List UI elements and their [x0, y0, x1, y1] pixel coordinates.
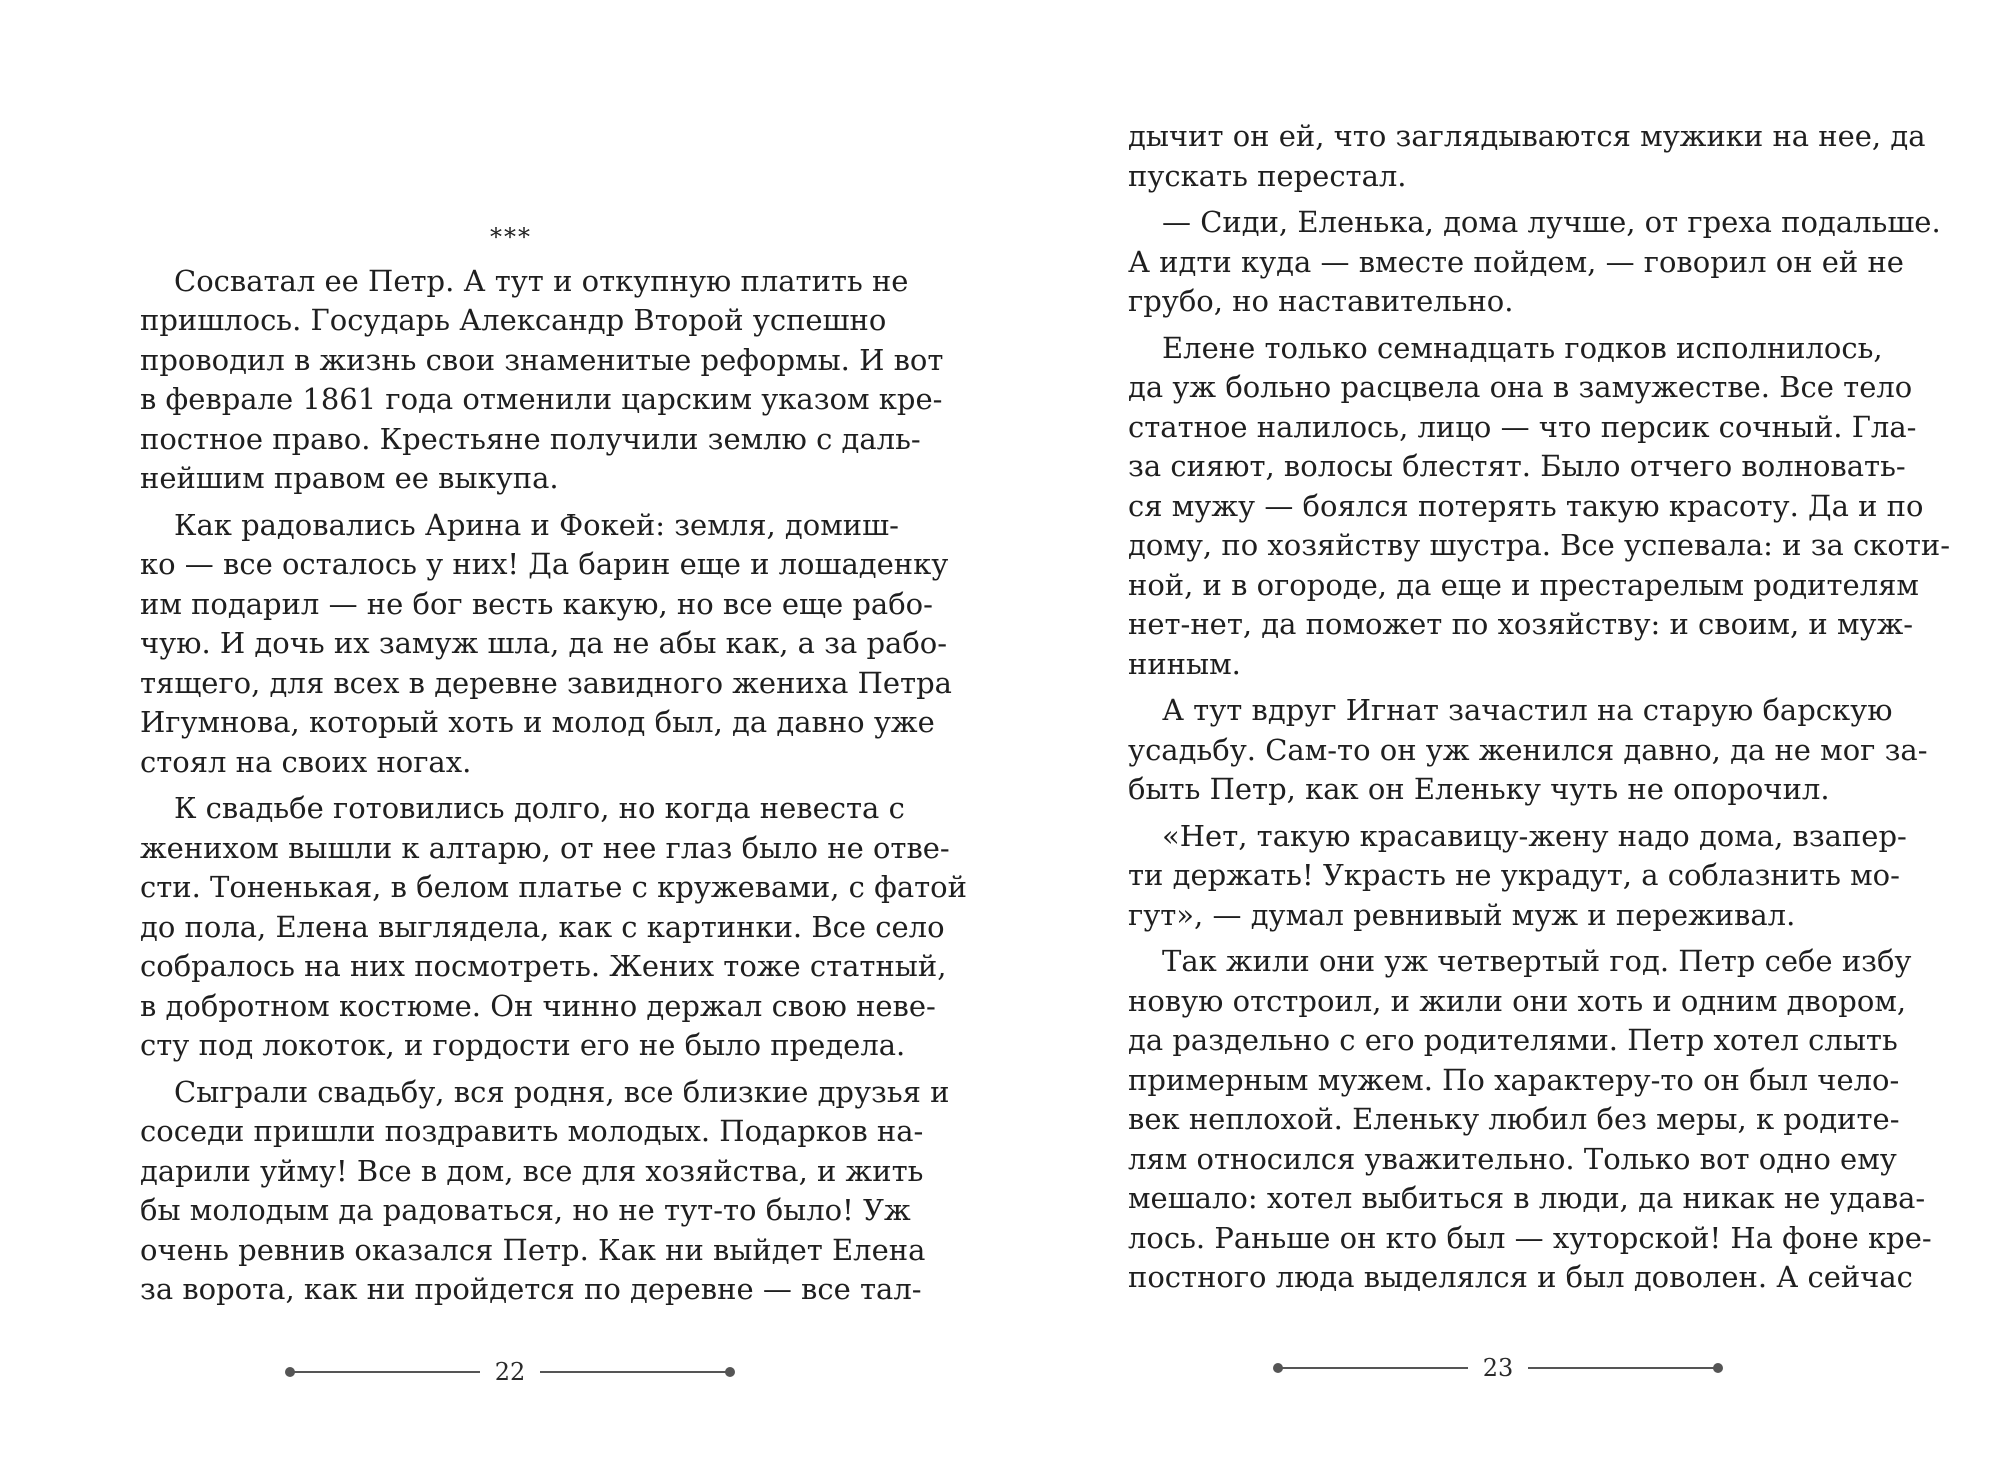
text-line: А тут вдруг Игнат зачастил на старую барскую — [1162, 693, 1893, 727]
text-line: Сыграли свадьбу, вся родня, все близкие друзья и — [174, 1074, 950, 1109]
text-line: ниным. — [1128, 646, 1241, 681]
rule-dot-ornament — [1273, 1363, 1283, 1373]
text-line: да уж больно расцвела она в замужестве. Все тело — [1128, 370, 1913, 404]
text-line: ной, и в огороде, да еще и престарелым родителям — [1128, 567, 1919, 602]
text-line: ко — все осталось у них! Да барин еще и лошаденку — [140, 547, 949, 581]
paragraph — [140, 789, 967, 1066]
text-line: за сияют, волосы блестят. Было отчего волновать- — [1128, 449, 1906, 483]
text-line: Как радовались Арина и Фокей: земля, домиш- — [174, 507, 899, 542]
text-line: Игумнова, который хоть и молод был, да давно уже — [140, 705, 935, 739]
text-line: новую отстроил, и жили они хоть и одним двором, — [1128, 983, 1907, 1018]
page-number: 23 — [1482, 1354, 1514, 1382]
right-page-text — [1128, 117, 1951, 1305]
text-line: стоял на своих ногах. — [140, 744, 472, 779]
rule-dot-ornament — [285, 1367, 295, 1377]
text-line: за ворота, как ни пройдется по деревне — все тал- — [140, 1272, 922, 1306]
footer-rule-right — [540, 1371, 730, 1373]
section-break-mark: *** — [490, 223, 532, 251]
paragraph — [1128, 329, 1951, 685]
paragraph — [1128, 691, 1928, 810]
text-line: быть Петр, как он Еленьку чуть не опорочил. — [1128, 772, 1830, 806]
text-line: постного люда выделялся и был доволен. А сейчас — [1128, 1260, 1913, 1294]
text-line: Сосватал ее Петр. А тут и откупную платить не — [174, 263, 909, 298]
text-line: очень ревнив оказался Петр. Как ни выйдет Елена — [140, 1232, 926, 1267]
text-line: мешало: хотел выбиться в люди, да никак не удава- — [1128, 1181, 1926, 1215]
rule-dot-ornament — [1713, 1363, 1723, 1373]
text-line: Так жили они уж четвертый год. Петр себе избу — [1162, 944, 1912, 978]
text-line: собралось на них посмотреть. Жених тоже статный, — [140, 949, 947, 983]
text-line: ся мужу — боялся потерять такую красоту. Да и по — [1128, 488, 1924, 523]
text-line: сту под локоток, и гордости его не было предела. — [140, 1028, 906, 1062]
left-page-text — [140, 218, 967, 1317]
footer-rule-right — [1528, 1367, 1718, 1369]
text-line: пускать перестал. — [1128, 158, 1407, 193]
rule-dot-ornament — [725, 1367, 735, 1377]
footer-rule-left — [1278, 1367, 1468, 1369]
text-line: пришлось. Государь Александр Второй успешно — [140, 303, 887, 337]
text-line: нет-нет, да поможет по хозяйству: и своим, и муж- — [1128, 607, 1914, 641]
text-line: в добротном костюме. Он чинно держал свою неве- — [140, 988, 936, 1023]
text-line: «Нет, такую красавицу-жену надо дома, взапер- — [1162, 818, 1907, 853]
right-paragraphs — [1128, 203, 1951, 1298]
page-number: 22 — [494, 1358, 526, 1386]
left-paragraphs — [140, 262, 967, 1310]
text-line: проводил в жизнь свои знаменитые реформы. И вот — [140, 342, 944, 377]
right-page — [1000, 0, 2000, 1462]
text-line: в феврале 1861 года отменили царским указом кре- — [140, 382, 943, 416]
text-line: гут», — думал ревнивый муж и переживал. — [1128, 897, 1796, 932]
continued-paragraph-body — [1128, 117, 1926, 196]
paragraph — [140, 1073, 950, 1310]
text-line: дарили уйму! Все в дом, все для хозяйства, и жить — [140, 1153, 924, 1188]
text-line: сти. Тоненькая, в белом платье с кружевами, с фатой — [140, 870, 967, 904]
text-line: бы молодым да радоваться, но не тут-то было! Уж — [140, 1193, 911, 1227]
text-line: дычит он ей, что заглядываются мужики на нее, да — [1128, 119, 1926, 153]
paragraph — [140, 262, 944, 499]
text-line: лям относился уважительно. Только вот одно ему — [1128, 1141, 1897, 1176]
right-page-footer — [1278, 1348, 1718, 1388]
text-line: им подарил — не бог весть какую, но все еще рабо- — [140, 586, 933, 621]
text-line: примерным мужем. По характеру-то он был чело- — [1128, 1062, 1900, 1097]
text-line: усадьбу. Сам-то он уж женился давно, да не мог за- — [1128, 732, 1928, 767]
text-line: ти держать! Украсть не украдут, а соблазнить мо- — [1128, 858, 1900, 892]
text-line: постное право. Крестьяне получили землю с даль- — [140, 421, 921, 456]
text-line: тящего, для всех в деревне завидного жениха Петра — [140, 665, 952, 700]
text-line: век неплохой. Еленьку любил без меры, к родите- — [1128, 1102, 1900, 1136]
text-line: до пола, Елена выглядела, как с картинки. Все село — [140, 909, 945, 944]
footer-rule-left — [290, 1371, 480, 1373]
text-line: лось. Раньше он кто был — хуторской! На фоне кре- — [1128, 1220, 1932, 1255]
text-line: Елене только семнадцать годков исполнилось, — [1162, 330, 1883, 365]
paragraph — [1128, 942, 1932, 1298]
paragraph — [1128, 817, 1907, 936]
text-line: — Сиди, Еленька, дома лучше, от греха подальше. — [1162, 205, 1941, 239]
text-line: К свадьбе готовились долго, но когда невеста с — [174, 791, 905, 825]
text-line: женихом вышли к алтарю, от нее глаз было не отве- — [140, 830, 950, 865]
left-page-footer — [290, 1352, 730, 1392]
paragraph — [140, 506, 952, 783]
text-line: да раздельно с его родителями. Петр хотел слыть — [1128, 1023, 1898, 1057]
text-line: нейшим правом ее выкупа. — [140, 461, 559, 495]
text-line: статное налилось, лицо — что персик сочный. Гла- — [1128, 409, 1917, 444]
paragraph — [1128, 203, 1941, 322]
text-line: дому, по хозяйству шустра. Все успевала: и за скоти- — [1128, 528, 1951, 562]
text-line: А идти куда — вместе пойдем, — говорил он ей не — [1128, 244, 1904, 279]
text-line: соседи пришли поздравить молодых. Подарков на- — [140, 1114, 924, 1148]
text-line: чую. И дочь их замуж шла, да не абы как, а за рабо- — [140, 626, 948, 660]
continued-paragraph — [1128, 117, 1926, 196]
text-line: грубо, но наставительно. — [1128, 284, 1514, 318]
